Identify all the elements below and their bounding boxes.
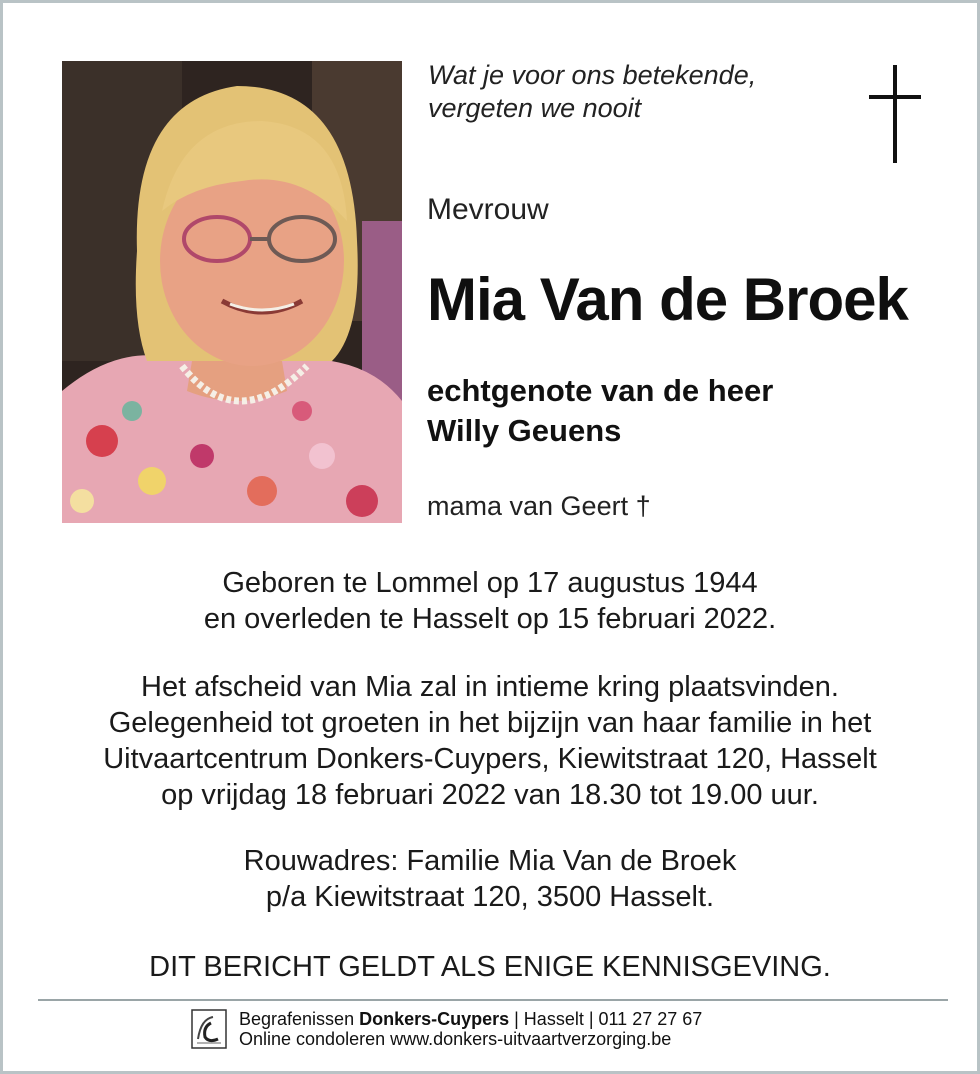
birth-death-info <box>3 565 977 637</box>
spouse-line-2: Willy Geuens <box>427 413 622 448</box>
born-line-1: Geboren te Lommel op 17 augustus 1944 <box>222 567 758 599</box>
footer-suffix: | Hasselt | 011 27 27 67 <box>509 1009 703 1029</box>
footer-line-1 <box>239 1009 702 1029</box>
farewell-line-1: Het afscheid van Mia zal in intieme kring plaatsvinden. <box>141 671 839 703</box>
quote-line-2: vergeten we nooit <box>428 93 642 123</box>
farewell-line-4: op vrijdag 18 februari 2022 van 18.30 tot 19.00 uur. <box>161 779 819 811</box>
child-info: mama van Geert † <box>427 491 651 521</box>
cross-icon <box>865 65 925 163</box>
spouse-info <box>427 371 773 451</box>
spouse-line-1: echtgenote van de heer <box>427 373 774 408</box>
mourning-address <box>3 843 977 915</box>
funeral-home-logo-icon <box>191 1009 227 1049</box>
quote-line-1: Wat je voor ons betekende, <box>428 60 757 90</box>
memorial-quote <box>428 59 756 125</box>
footer-divider <box>38 999 948 1001</box>
footer-line-2[interactable]: Online condoleren www.donkers-uitvaartverzorging.be <box>239 1029 672 1049</box>
portrait-photo <box>62 61 402 523</box>
farewell-line-2: Gelegenheid tot groeten in het bijzijn van haar familie in het <box>108 707 872 739</box>
funeral-home-footer <box>191 1007 702 1051</box>
deceased-name: Mia Van de Broek <box>427 266 908 333</box>
footer-text <box>239 1009 702 1049</box>
address-line-2: p/a Kiewitstraat 120, 3500 Hasselt. <box>265 881 715 913</box>
farewell-line-3: Uitvaartcentrum Donkers-Cuypers, Kiewitstraat 120, Hasselt <box>103 743 877 775</box>
address-line-1: Rouwadres: Familie Mia Van de Broek <box>243 845 737 877</box>
footer-company: Donkers-Cuypers <box>359 1009 510 1029</box>
honorific: Mevrouw <box>427 193 549 226</box>
footer-prefix: Begrafenissen <box>239 1009 360 1029</box>
born-line-2: en overleden te Hasselt op 15 februari 2022. <box>203 603 777 635</box>
farewell-info <box>3 669 977 813</box>
official-notice: DIT BERICHT GELDT ALS ENIGE KENNISGEVING. <box>149 951 831 983</box>
